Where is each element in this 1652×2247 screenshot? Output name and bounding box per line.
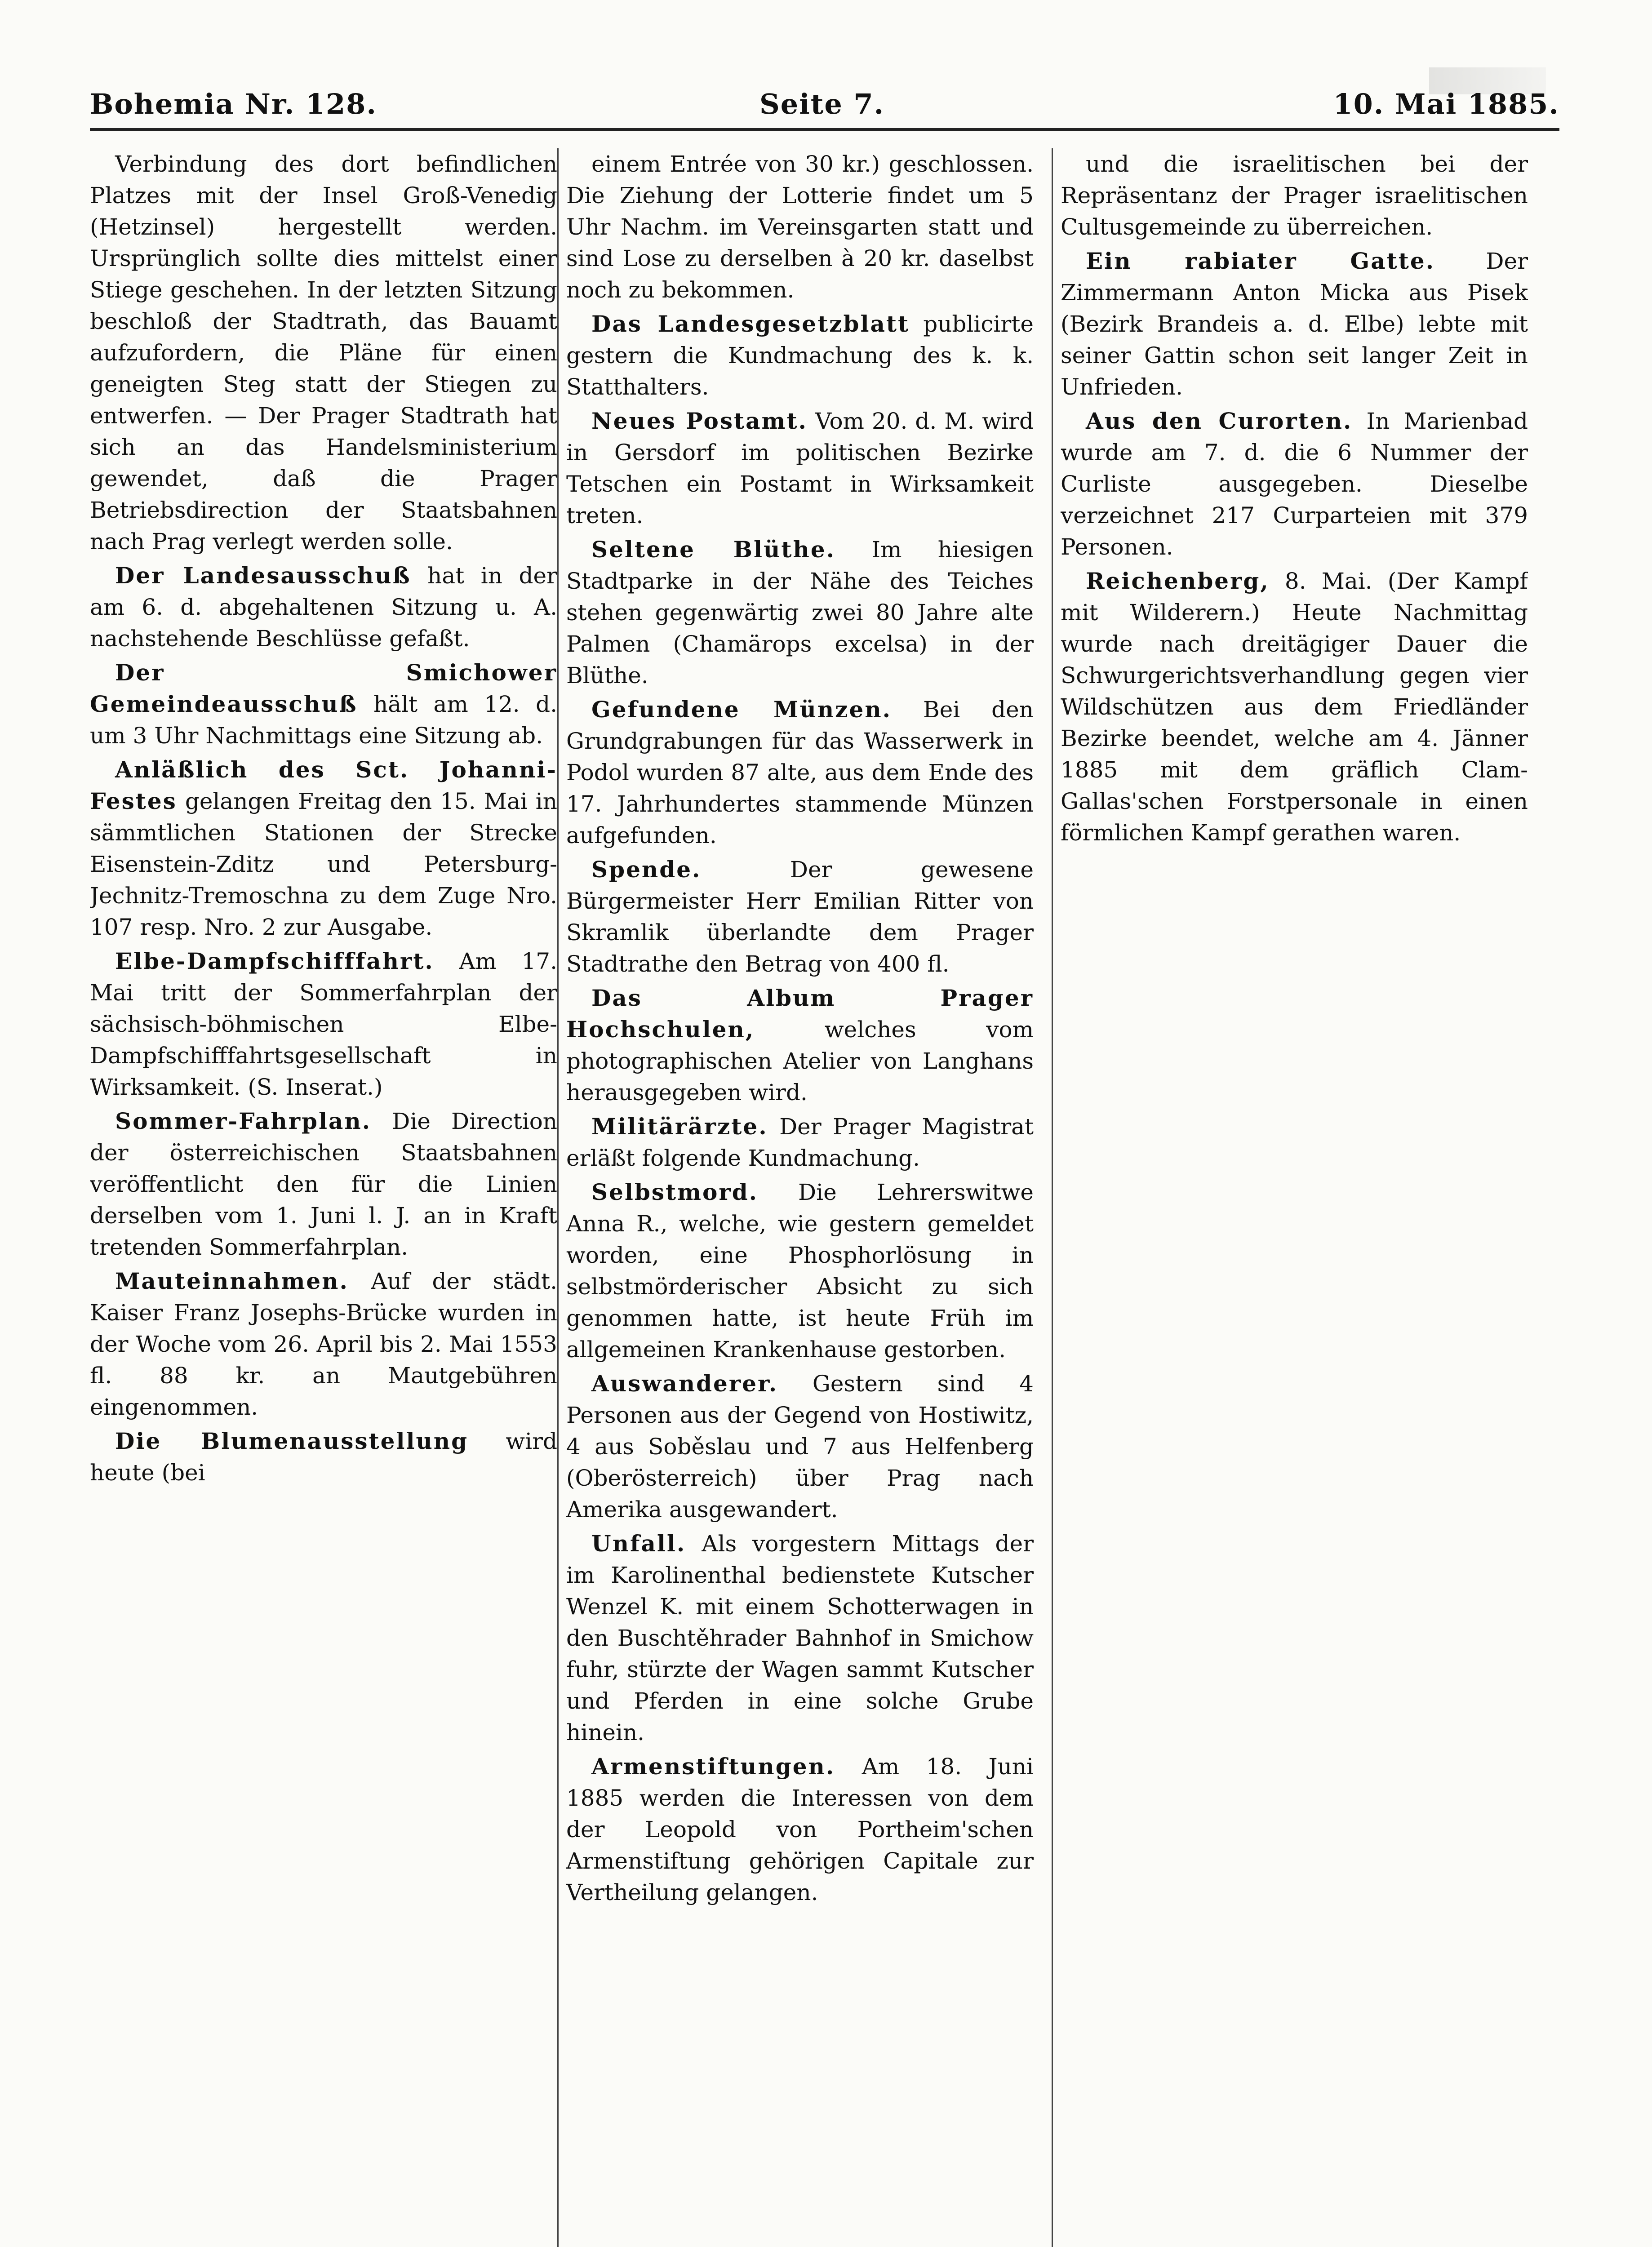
article-text: Der Zimmermann Anton Micka aus Pisek (Bezirk Brandeis a. d. Elbe) lebte mit seiner Gattin schon seit langer Zeit in Unfrieden. <box>1061 248 1528 400</box>
article-heading: Selbstmord. <box>591 1179 759 1205</box>
column-2 <box>566 148 1034 2247</box>
article-paragraph <box>90 657 557 751</box>
article-text: Im hiesigen Stadtparke in der Nähe des Teiches stehen gegenwärtig zwei 80 Jahre alte Palmen (Chamärops excelsa) in der Blüthe. <box>566 537 1034 688</box>
article-heading: Neues Postamt. <box>591 408 808 434</box>
article-text: hält am 12. d. um 3 Uhr Nachmittags eine Sitzung ab. <box>90 691 557 749</box>
article-heading: Spende. <box>591 856 702 883</box>
article-text: gelangen Freitag den 15. Mai in sämmtlichen Stationen der Strecke Eisenstein-Zditz und Petersburg-Jechnitz-Tremoschna zu dem Zuge Nro. 107 resp. Nro. 2 zur Ausgabe. <box>90 788 557 940</box>
article-paragraph <box>566 1528 1034 1748</box>
article-text: wird heute (bei <box>90 1428 557 1486</box>
article-paragraph <box>566 982 1034 1108</box>
article-paragraph <box>1061 148 1528 243</box>
article-heading: Aus den Curorten. <box>1086 408 1353 434</box>
article-paragraph <box>90 1425 557 1488</box>
article-paragraph <box>566 1368 1034 1525</box>
article-paragraph <box>1061 405 1528 563</box>
article-paragraph <box>90 754 557 943</box>
article-text: Die Direction der österreichischen Staatsbahnen veröffentlicht den für die Linien derselben vom 1. Juni l. J. an in Kraft tretenden Sommerfahrplan. <box>90 1108 557 1260</box>
article-heading: Unfall. <box>591 1530 686 1557</box>
article-text: Am 17. Mai tritt der Sommerfahrplan der sächsisch-böhmischen Elbe-Dampfschifffahrtsgesellschaft in Wirksamkeit. (S. Inserat.) <box>90 948 557 1100</box>
article-paragraph <box>90 1106 557 1263</box>
article-paragraph <box>1061 245 1528 403</box>
article-heading: Ein rabiater Gatte. <box>1086 248 1435 274</box>
article-paragraph <box>566 148 1034 306</box>
article-text: publicirte gestern die Kundmachung des k. k. Statthalters. <box>566 311 1034 400</box>
article-text: welches vom photographischen Atelier von Langhans herausgegeben wird. <box>566 1017 1034 1106</box>
article-paragraph <box>90 1266 557 1423</box>
article-paragraph <box>566 694 1034 851</box>
article-heading: Reichenberg, <box>1086 568 1270 594</box>
header-page-number: Seite 7. <box>759 88 885 120</box>
article-paragraph <box>566 1177 1034 1365</box>
article-heading: Das Landesgesetzblatt <box>591 311 910 337</box>
article-heading: Das Album Prager Hochschulen, <box>566 985 1034 1043</box>
article-text: Am 18. Juni 1885 werden die Interessen von dem der Leopold von Portheim'schen Armenstiftung gehörigen Capitale zur Vertheilung gelangen. <box>566 1754 1034 1905</box>
article-paragraph <box>90 560 557 654</box>
article-text: Als vorgestern Mittags der im Karolinenthal bedienstete Kutscher Wenzel K. mit einem Schotterwagen in den Buschtěhrader Bahnhof in Smichow fuhr, stürzte der Wagen sammt Kutscher und Pferden in eine solche Grube hinein. <box>566 1531 1034 1745</box>
article-text: 8. Mai. (Der Kampf mit Wilderern.) Heute Nachmittag wurde nach dreitägiger Dauer die Schwurgerichtsverhandlung gegen vier Wildschützen aus dem Friedländer Bezirke beendet, welche am 4. Jänner 1885 mit dem gräflich Clam-Gallas'schen Forstpersonale in einen förmlichen Kampf gerathen waren. <box>1061 568 1528 846</box>
column-rule <box>1052 148 1053 2247</box>
article-text: Der gewesene Bürgermeister Herr Emilian Ritter von Skramlik überlandte dem Prager Stadtrathe den Betrag von 400 fl. <box>566 857 1034 977</box>
article-text: Die Lehrerswitwe Anna R., welche, wie gestern gemeldet worden, eine Phosphorlösung in selbstmörderischer Absicht zu sich genommen hatte, ist heute Früh im allgemeinen Krankenhause gestorben. <box>566 1179 1034 1363</box>
article-heading: Auswanderer. <box>591 1370 778 1397</box>
article-paragraph <box>90 148 557 557</box>
article-heading: Elbe-Dampfschifffahrt. <box>115 948 434 974</box>
article-heading: Armenstiftungen. <box>591 1753 835 1780</box>
article-text: und die israelitischen bei der Repräsentanz der Prager israelitischen Cultusgemeinde zu überreichen. <box>1061 151 1528 240</box>
column-1 <box>90 148 557 2247</box>
article-paragraph <box>1061 565 1528 848</box>
article-text: Auf der städt. Kaiser Franz Josephs-Brücke wurden in der Woche vom 26. April bis 2. Mai 1553 fl. 88 kr. an Mautgebühren eingenommen. <box>90 1268 557 1420</box>
article-heading: Die Blumenausstellung <box>115 1428 469 1454</box>
article-heading: Seltene Blüthe. <box>591 536 836 563</box>
article-text: Bei den Grundgrabungen für das Wasserwerk in Podol wurden 87 alte, aus dem Ende des 17. Jahrhundertes stammende Münzen aufgefunden. <box>566 697 1034 848</box>
article-paragraph <box>90 946 557 1103</box>
article-paragraph <box>566 308 1034 403</box>
article-heading: Sommer-Fahrplan. <box>115 1108 372 1134</box>
article-paragraph <box>566 534 1034 691</box>
article-text: Der Prager Magistrat erläßt folgende Kundmachung. <box>566 1114 1034 1171</box>
article-text: hat in der am 6. d. abgehaltenen Sitzung u. A. nachstehende Beschlüsse gefaßt. <box>90 563 557 652</box>
page-header <box>90 88 1559 131</box>
article-text: einem Entrée von 30 kr.) geschlossen. Die Ziehung der Lotterie findet um 5 Uhr Nachm. im Vereinsgarten statt und sind Lose zu derselben à 20 kr. daselbst noch zu bekommen. <box>566 151 1034 303</box>
article-heading: Mauteinnahmen. <box>115 1268 349 1294</box>
article-heading: Anläßlich des Sct. Johanni-Festes <box>90 756 557 814</box>
article-heading: Gefundene Münzen. <box>591 696 892 723</box>
column-3 <box>1061 148 1528 2247</box>
column-rule <box>557 148 559 2247</box>
article-text: Vom 20. d. M. wird in Gersdorf im politischen Bezirke Tetschen ein Postamt in Wirksamkeit treten. <box>566 408 1034 528</box>
article-paragraph <box>566 854 1034 980</box>
header-date: 10. Mai 1885. <box>1333 88 1559 120</box>
article-heading: Der Landesausschuß <box>115 562 411 589</box>
article-paragraph <box>566 1751 1034 1908</box>
article-heading: Militärärzte. <box>591 1113 768 1140</box>
article-paragraph <box>566 405 1034 531</box>
article-text: Gestern sind 4 Personen aus der Gegend von Hostiwitz, 4 aus Soběslau und 7 aus Helfenberg (Oberösterreich) über Prag nach Amerika ausgewandert. <box>566 1371 1034 1523</box>
article-text: Verbindung des dort befindlichen Platzes mit der Insel Groß-Venedig (Hetzinsel) hergestellt werden. Ursprünglich sollte dies mittelst einer Stiege geschehen. In der letzten Sitzung beschloß der Stadtrath, das Bauamt aufzufordern, die Pläne für einen geneigten Steg statt der Stiegen zu entwerfen. — Der Prager Stadtrath hat sich an das Handelsministerium gewendet, daß die Prager Betriebsdirection der Staatsbahnen nach Prag verlegt werden solle. <box>90 151 557 555</box>
header-issue: Bohemia Nr. 128. <box>90 88 377 120</box>
article-text: In Marienbad wurde am 7. d. die 6 Nummer der Curliste ausgegeben. Dieselbe verzeichnet 217 Curparteien mit 379 Personen. <box>1061 408 1528 560</box>
article-heading: Der Smichower Gemeindeausschuß <box>90 659 557 717</box>
article-paragraph <box>566 1111 1034 1174</box>
